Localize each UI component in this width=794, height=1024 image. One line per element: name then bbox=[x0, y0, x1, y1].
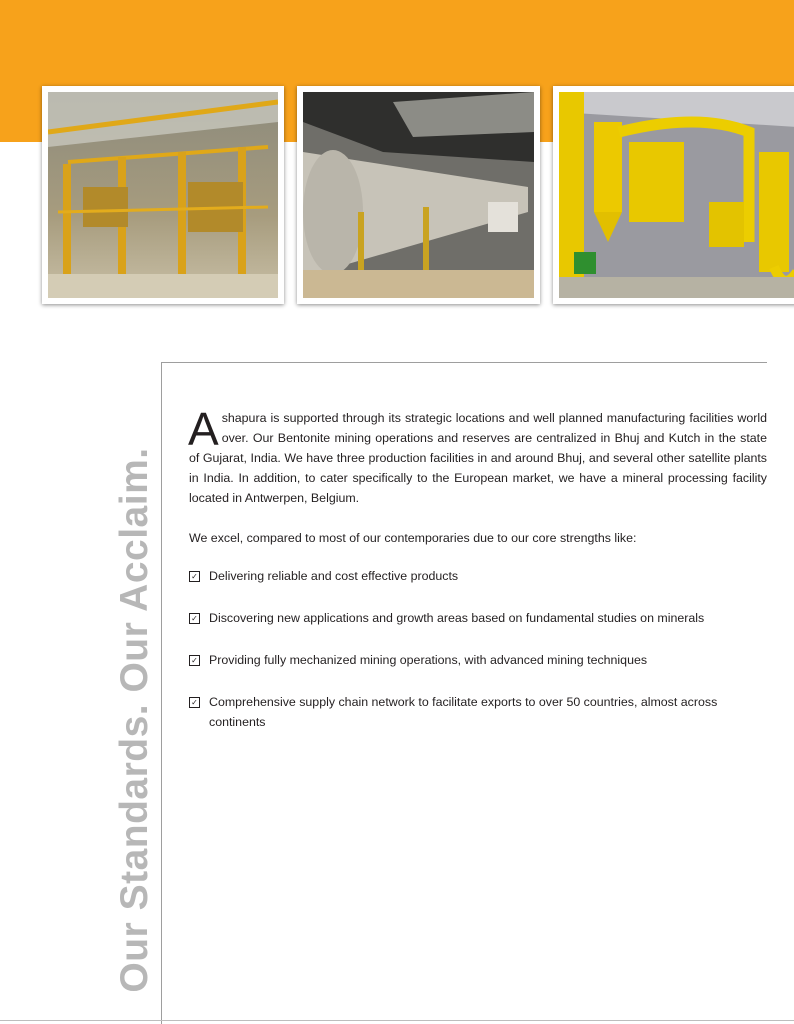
list-item bbox=[189, 692, 767, 732]
conveyor-plant-photo bbox=[42, 86, 284, 304]
list-item-text: Delivering reliable and cost effective products bbox=[209, 569, 459, 583]
rotary-dryer-photo bbox=[297, 86, 540, 304]
page-bottom-rule bbox=[0, 1020, 794, 1021]
list-item-text: Comprehensive supply chain network to facilitate exports to over 50 countries, almost across continents bbox=[209, 695, 718, 729]
checkbox-icon: ✓ bbox=[189, 613, 200, 624]
drop-cap: A bbox=[188, 403, 219, 455]
panel-left-rule bbox=[161, 362, 162, 1024]
list-item-text: Discovering new applications and growth areas based on fundamental studies on minerals bbox=[209, 611, 705, 625]
list-item bbox=[189, 608, 767, 628]
intro-text: shapura is supported through its strategic locations and well planned manufacturing facilities world over. Our Bentonite mining operations and reserves are centralized in Bhuj and Kutch in the state of Gujarat, India. We have three production facilities in and around Bhuj, and several other satellite plants in India. In addition, to cater specifically to the European market, we have a mineral processing facility located in Antwerpen, Belgium. bbox=[189, 411, 767, 505]
body-text bbox=[188, 403, 767, 732]
checkbox-icon: ✓ bbox=[189, 655, 200, 666]
panel-top-rule bbox=[161, 362, 767, 363]
side-heading: Our Standards. Our Acclaim. bbox=[113, 447, 156, 993]
list-item-text: Providing fully mechanized mining operations, with advanced mining techniques bbox=[209, 653, 648, 667]
list-item bbox=[189, 650, 767, 670]
strengths-lead: We excel, compared to most of our contemporaries due to our core strengths like: bbox=[189, 531, 637, 545]
checkbox-icon: ✓ bbox=[189, 697, 200, 708]
checkbox-icon: ✓ bbox=[189, 571, 200, 582]
milling-plant-photo bbox=[553, 86, 794, 304]
strengths-list bbox=[189, 566, 767, 732]
intro-paragraph bbox=[188, 403, 767, 508]
list-item bbox=[189, 566, 767, 586]
